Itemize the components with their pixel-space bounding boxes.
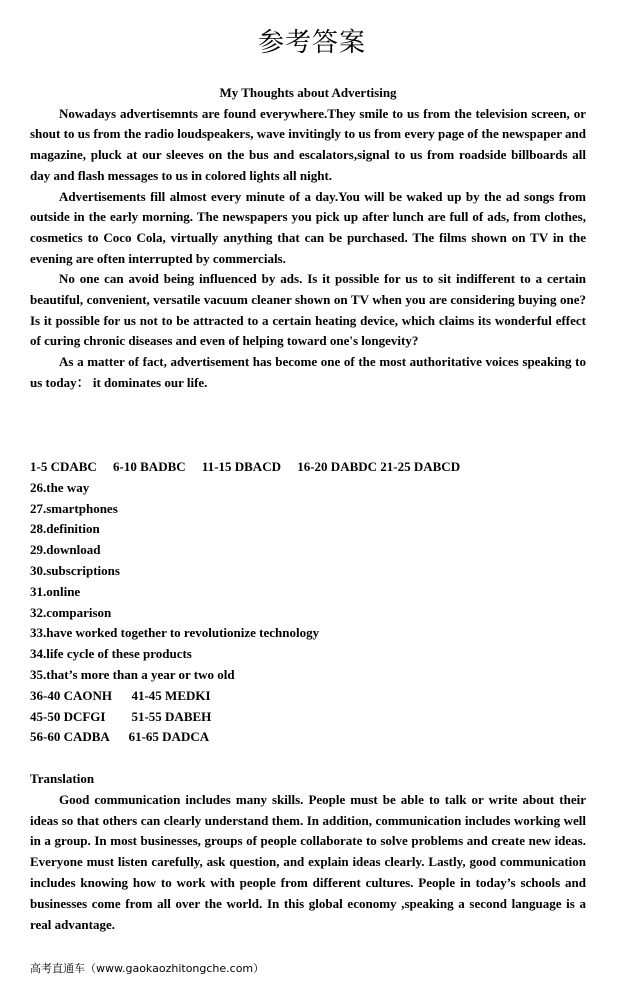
- answer-line: 35.that’s more than a year or two old: [30, 666, 235, 682]
- answer-line: 45-50 DCFGI 51-55 DABEH: [30, 708, 212, 724]
- answer-line: 28.definition: [30, 521, 100, 537]
- essay-section: [30, 83, 586, 394]
- answer-key: [30, 457, 600, 748]
- answer-line: 27.smartphones: [30, 500, 118, 516]
- answer-line: 33.have worked together to revolutionize technology: [30, 625, 320, 641]
- answer-line: 31.online: [30, 583, 81, 599]
- page-title: 参考答案: [257, 28, 366, 58]
- answer-line: 29.download: [30, 542, 101, 558]
- answer-line: 26.the way: [30, 479, 90, 495]
- essay-paragraph-4: As a matter of fact, advertisement has become one of the most authoritative voices speaking to us today： it dominates our life.: [30, 354, 586, 390]
- footer-source: 高考直通车（www.gaokaozhitongche.com）: [30, 962, 265, 975]
- essay-title: My Thoughts about Advertising: [219, 85, 397, 100]
- translation-paragraph: Good communication includes many skills. People must be able to talk or write about their ideas so that others can clearly understand them. In addition, communication includes working well in a group. In most businesses, groups of people collaborate to solve problems and create new ideas. Everyone must listen carefully, ask question, and explain ideas clearly. Lastly, good communication includes knowing how to work with people from different cultures. People in today’s schools and businesses come from all over the world. In this global economy ,speaking a second language is a real advantage.: [30, 791, 586, 932]
- answer-line: 34.life cycle of these products: [30, 646, 192, 662]
- answer-line: 32.comparison: [30, 604, 112, 620]
- answer-line: 56-60 CADBA 61-65 DADCA: [30, 729, 210, 745]
- answer-line: 36-40 CAONH 41-45 MEDKI: [30, 687, 211, 703]
- translation-heading: Translation: [30, 771, 95, 786]
- essay-paragraph-3: No one can avoid being influenced by ads. Is it possible for us to sit indifferent to a certain beautiful, convenient, versatile vacuum cleaner shown on TV when you are considering buying one? Is it possible for us not to be attracted to a certain heating device, which claims its wonderful effect of curing chronic diseases and even of helping toward one's longevity?: [30, 271, 586, 349]
- answer-line: 30.subscriptions: [30, 562, 120, 578]
- essay-paragraph-2: Advertisements fill almost every minute of a day.You will be waked up by the ad songs from outside in the early morning. The newspapers you pick up after lunch are full of ads, from clothes, cosmetics to Coco Cola, virtually anything that can be purchased. The films shown on TV in the evening are often interrupted by commercials.: [30, 188, 586, 266]
- answer-line: 1-5 CDABC 6-10 BADBC 11-15 DBACD 16-20 DABDC 21-25 DABCD: [30, 459, 461, 474]
- translation-section: [30, 769, 586, 935]
- essay-paragraph-1: Nowadays advertisemnts are found everywhere.They smile to us from the television screen, or shout to us from the radio loudspeakers, wave invitingly to us from every page of the newspaper and magazine, pluck at our sleeves on the bus and escalators,signal to us from roadside billboards all day and flash messages to us in colored lights all night.: [30, 105, 586, 183]
